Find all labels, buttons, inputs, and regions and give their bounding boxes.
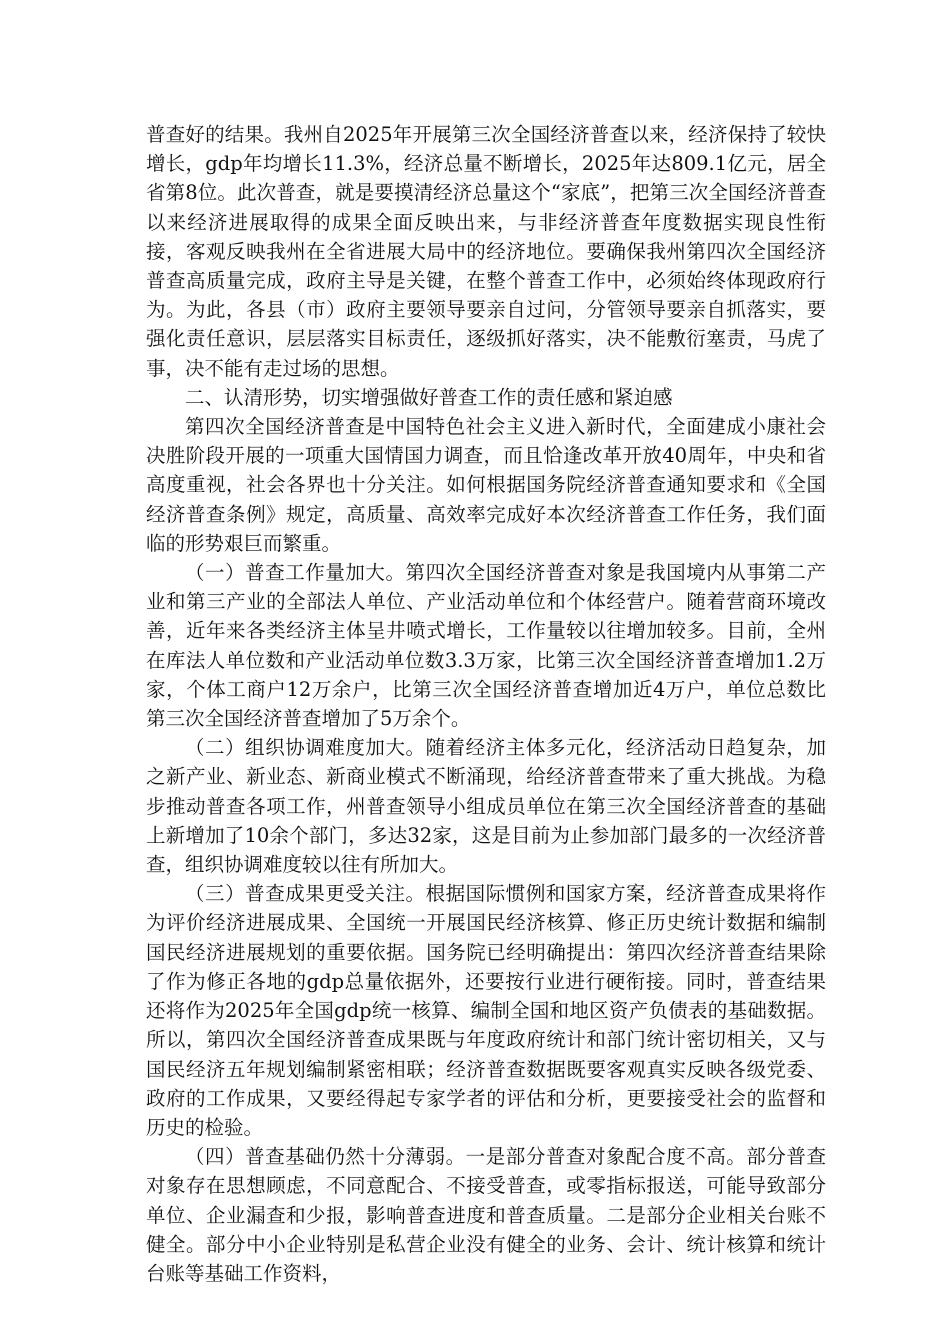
paragraph-point-1: （一）普查工作量加大。第四次全国经济普查对象是我国境内从事第二产业和第三产业的全部法人单位、产业活动单位和个体经营户。随着营商环境改善，近年来各类经济主体呈井喷式增长，工作量较以往增加较多。目前，全州在库法人单位数和产业活动单位数3.3万家，比第三次全国经济普查增加1.2万家，个体工商户12万余户，比第三次全国经济普查增加近4万户，单位总数比第三次全国经济普查增加了5万余个。: [146, 561, 826, 731]
paragraph-point-4: （四）普查基础仍然十分薄弱。一是部分普查对象配合度不高。部分普查对象存在思想顾虑，不同意配合、不接受普查，或零指标报送，可能导致部分单位、企业漏查和少报，影响普查进度和普查质量。二是部分企业相关台账不健全。部分中小企业特别是私营企业没有健全的业务、会计、统计核算和统计台账等基础工作资料，: [146, 1145, 826, 1285]
section-heading: 二、认清形势，切实增强做好普查工作的责任感和紧迫感: [185, 385, 673, 409]
document-body: [146, 120, 826, 1288]
paragraph-intro: 第四次全国经济普查是中国特色社会主义进入新时代，全面建成小康社会决胜阶段开展的一项重大国情国力调查，而且恰逢改革开放40周年，中央和省高度重视，社会各界也十分关注。如何根据国务院经济普查通知要求和《全国经济普查条例》规定，高质量、高效率完成好本次经济普查工作任务，我们面临的形势艰巨而繁重。: [146, 415, 826, 555]
paragraph-point-2: （二）组织协调难度加大。随着经济主体多元化，经济活动日趋复杂，加之新产业、新业态、新商业模式不断涌现，给经济普查带来了重大挑战。为稳步推动普查各项工作，州普查领导小组成员单位在第三次全国经济普查的基础上新增加了10余个部门，多达32家，这是目前为止参加部门最多的一次经济普查，组织协调难度较以往有所加大。: [146, 736, 826, 877]
paragraph-point-3: （三）普查成果更受关注。根据国际惯例和国家方案，经济普查成果将作为评价经济进展成果、全国统一开展国民经济核算、修正历史统计数据和编制国民经济进展规划的重要依据。国务院已经明确提出：第四次经济普查结果除了作为修正各地的gdp总量依据外，还要按行业进行硬衔接。同时，普查结果还将作为2025年全国gdp统一核算、编制全国和地区资产负债表的基础数据。所以，第四次全国经济普查成果既与年度政府统计和部门统计密切相关，又与国民经济五年规划编制紧密相联；经济普查数据既要客观真实反映各级党委、政府的工作成果，又要经得起专家学者的评估和分析，更要接受社会的监督和历史的检验。: [146, 882, 826, 1139]
paragraph-continuation: 普查好的结果。我州自2025年开展第三次全国经济普查以来，经济保持了较快增长，gdp年均增长11.3%，经济总量不断增长，2025年达809.1亿元，居全省第8位。此次普查，就是要摸清经济总量这个“家底”，把第三次全国经济普查以来经济进展取得的成果全面反映出来，与非经济普查年度数据实现良性衔接，客观反映我州在全省进展大局中的经济地位。要确保我州第四次全国经济普查高质量完成，政府主导是关键，在整个普查工作中，必须始终体现政府行为。为此，各县（市）政府主要领导要亲自过问，分管领导要亲自抓落实，要强化责任意识，层层落实目标责任，逐级抓好落实，决不能敷衍塞责，马虎了事，决不能有走过场的思想。: [146, 123, 826, 380]
